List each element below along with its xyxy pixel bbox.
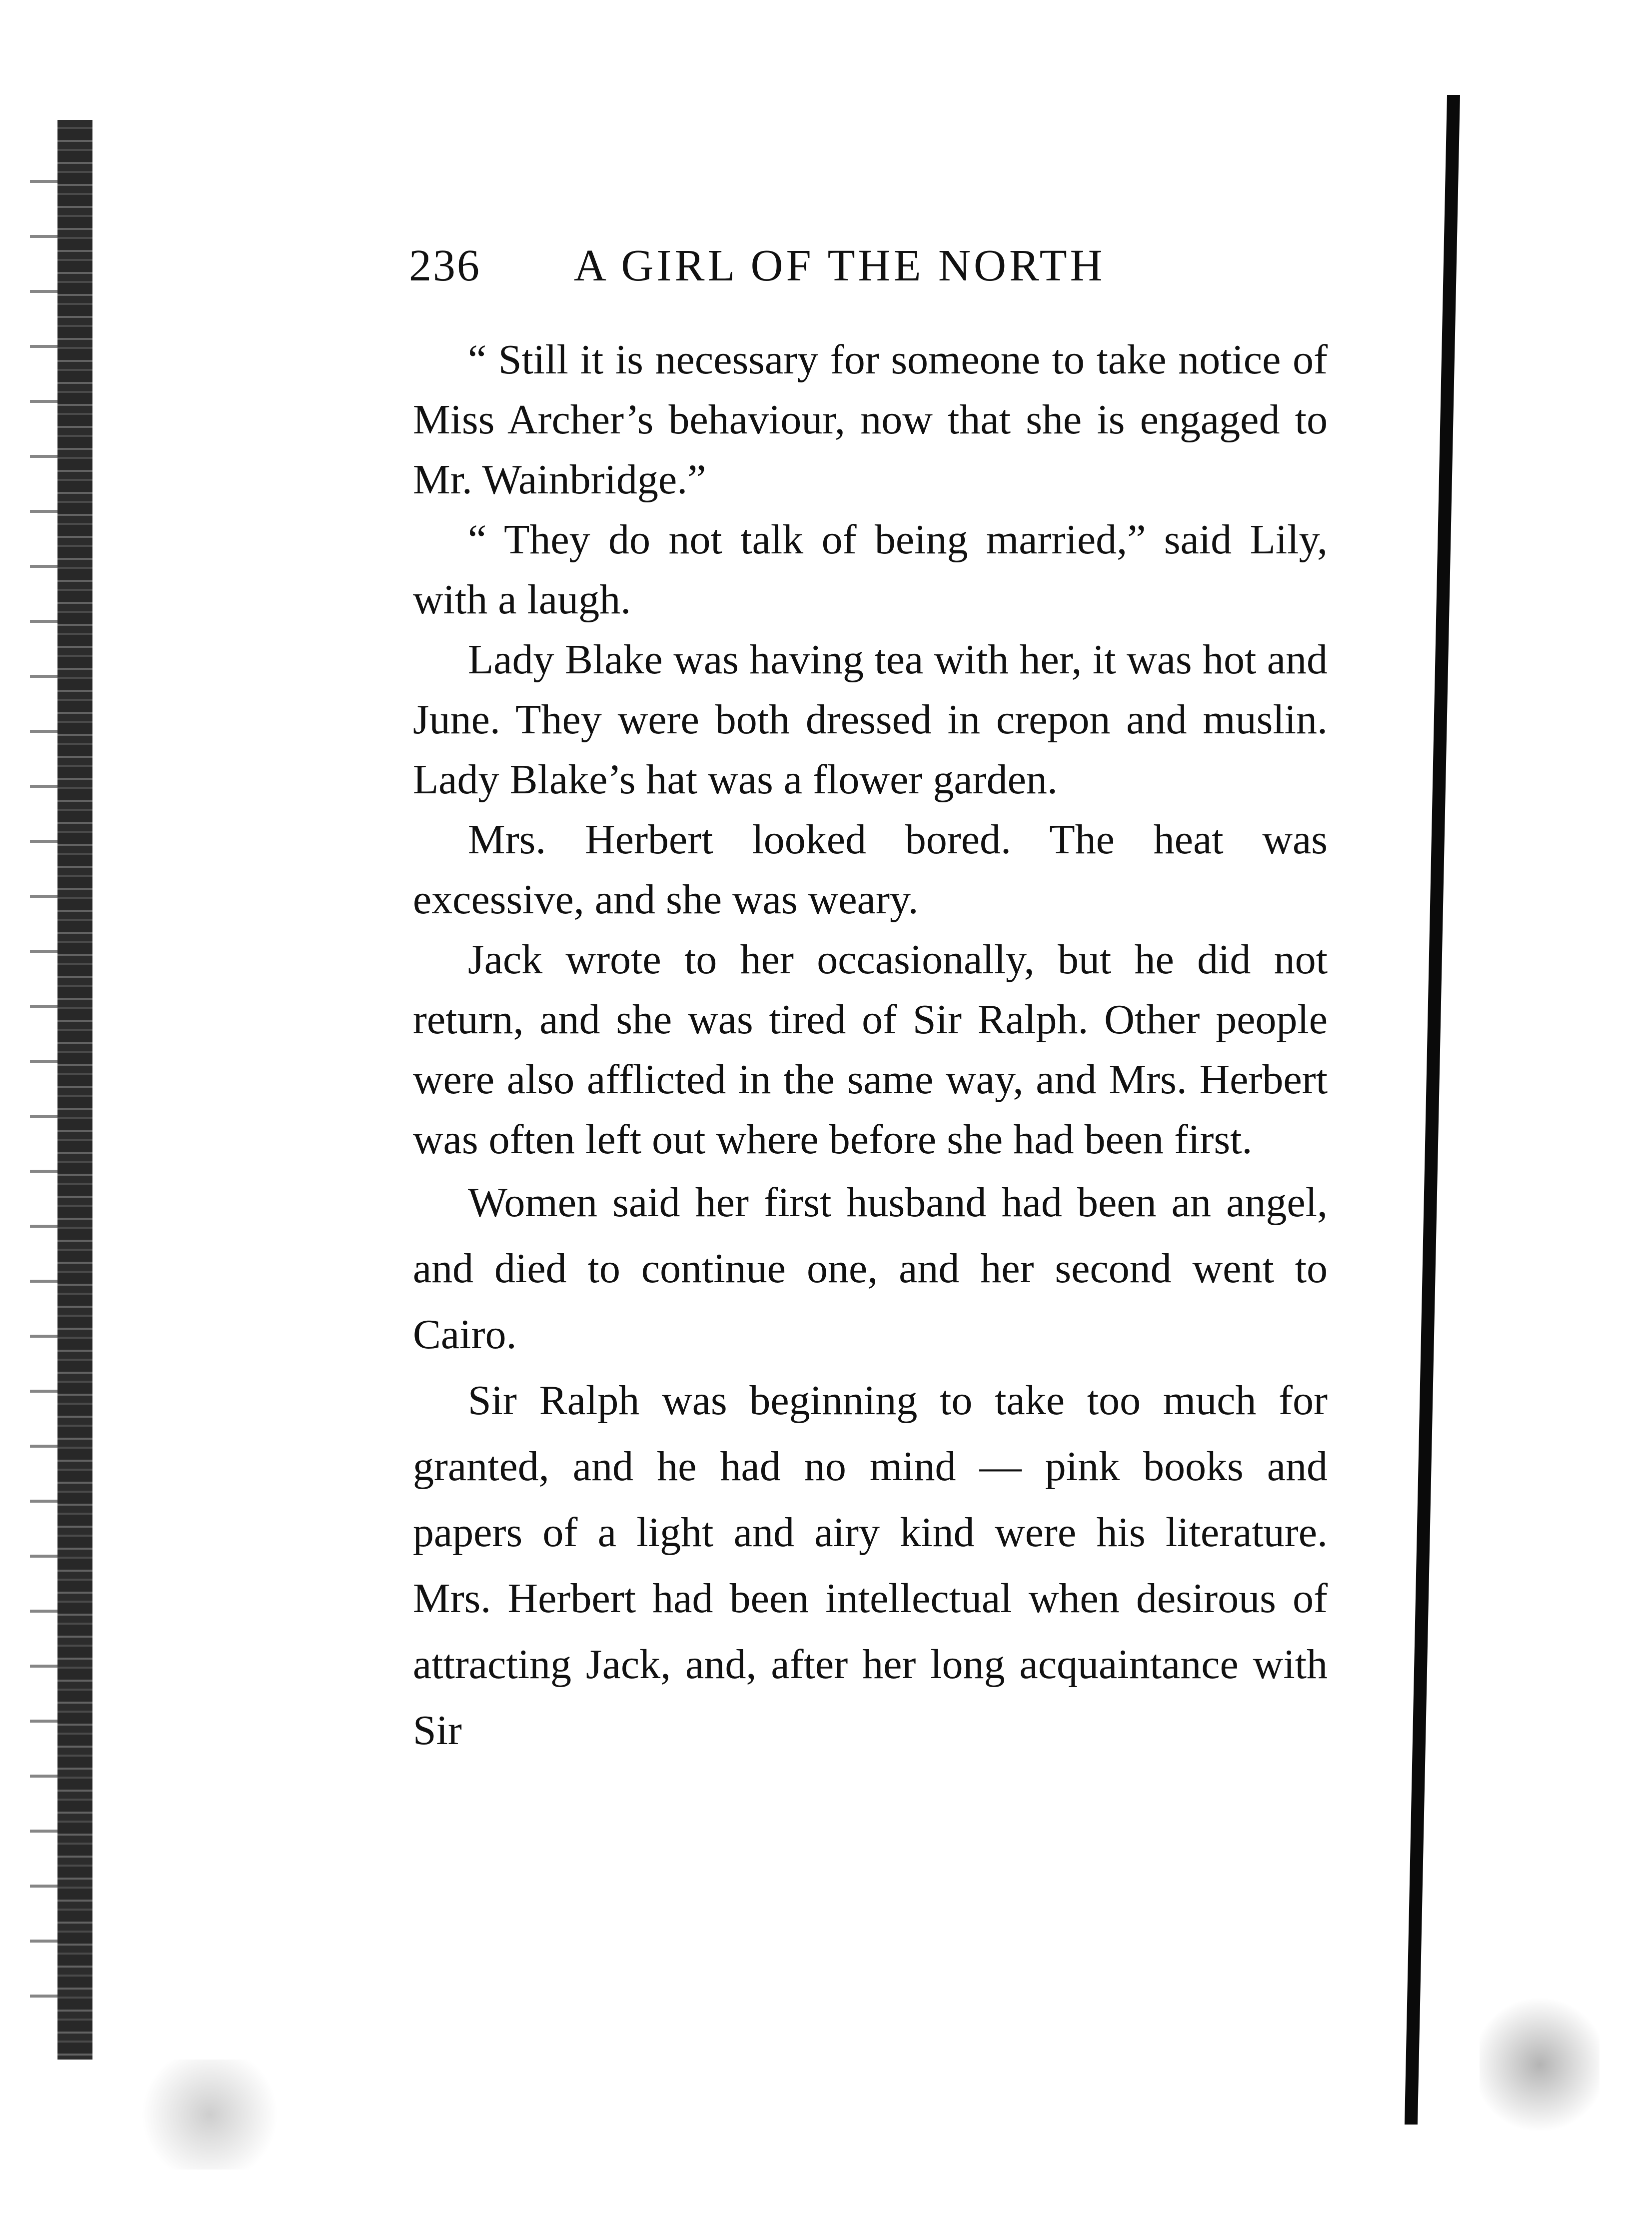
- left-binding-shadow: [57, 120, 92, 2060]
- right-edge-shadow: [1405, 95, 1460, 2125]
- scan-speckle: [1480, 1990, 1600, 2140]
- left-scan-marks: [30, 150, 57, 2000]
- scan-speckle: [130, 2060, 290, 2170]
- paragraph: Women said her first husband had been an angel, and died to continue one, and her second went to Cairo.: [413, 1179, 1328, 1358]
- running-title: A GIRL OF THE NORTH: [574, 241, 1106, 290]
- paragraph: Jack wrote to her occasionally, but he did not return, and she was tired of Sir Ralph. Other people were also afflicted in the same way, and Mrs. Herbert was often left out where before she had been first.: [413, 936, 1328, 1163]
- body-text: [413, 330, 1328, 1764]
- paragraph: Mrs. Herbert looked bored. The heat was excessive, and she was weary.: [413, 816, 1328, 923]
- paragraph: “ They do not talk of being married,” said Lily, with a laugh.: [413, 516, 1328, 623]
- running-header: [409, 240, 1359, 310]
- paragraph: “ Still it is necessary for someone to take notice of Miss Archer’s behaviour, now that she is engaged to Mr. Wainbridge.”: [413, 336, 1328, 503]
- paragraph: Sir Ralph was beginning to take too much for granted, and he had no mind — pink books and papers of a light and airy kind were his literature. Mrs. Herbert had been intellectual when desirous of attracting Jack, and, after her long acquaintance with Sir: [413, 1377, 1328, 1754]
- paragraph: Lady Blake was having tea with her, it was hot and June. They were both dressed in crepon and muslin. Lady Blake’s hat was a flower garden.: [413, 636, 1328, 803]
- page-number: 236: [409, 241, 481, 290]
